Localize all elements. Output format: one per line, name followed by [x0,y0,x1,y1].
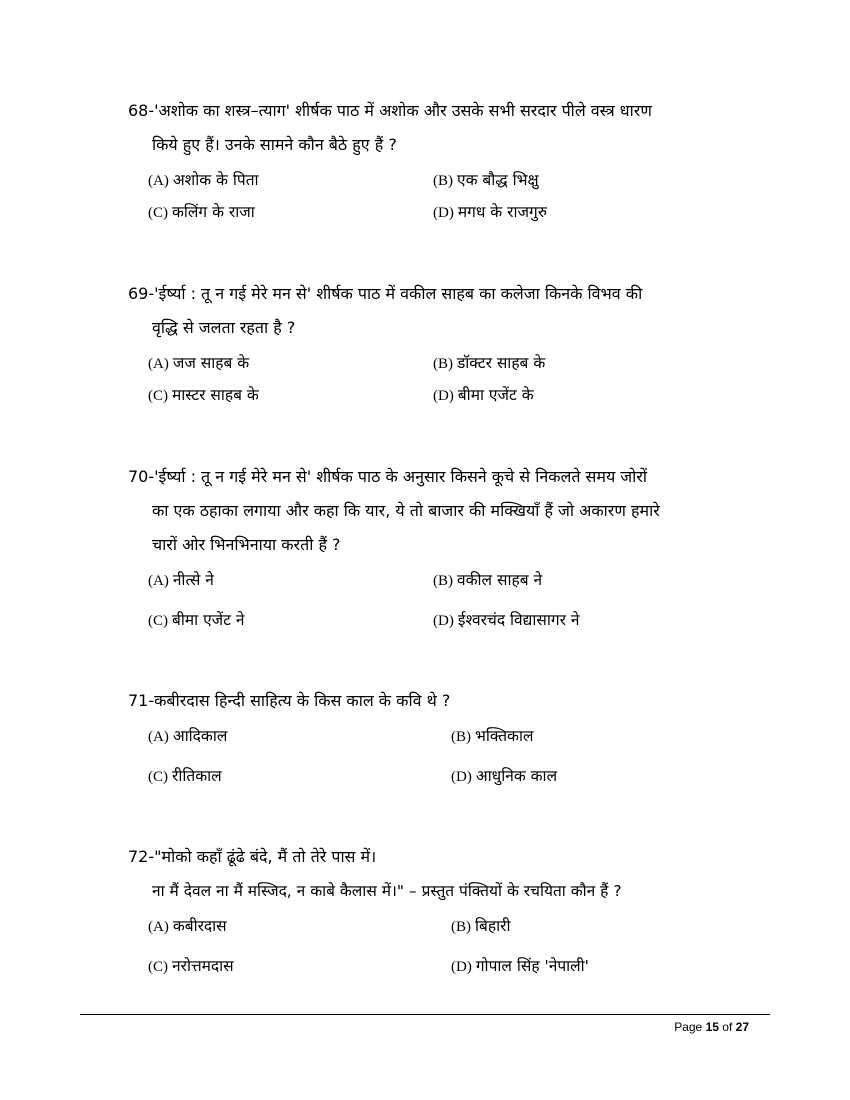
option-c: (C) कलिंग के राजा [148,203,255,221]
options [128,568,753,648]
option-c: (C) बीमा एजेंट ने [148,611,245,629]
option-d: (D) ईश्वरचंद विद्यासागर ने [433,611,580,629]
option-a: (A) आदिकाल [148,727,228,745]
option-d: (D) मगध के राजगुरु [433,203,547,221]
question-70 [128,460,753,648]
option-a: (A) जज साहब के [148,354,250,372]
option-b: (B) डॉक्टर साहब के [433,354,546,372]
question-text: ना मैं देवल ना मैं मस्जिद, न काबे कैलास में।" – प्रस्तुत पंक्तियों के रचयिता कौन हैं ? [152,882,622,900]
question-number: 69- [128,284,155,303]
option-a: (A) अशोक के पिता [148,171,259,189]
question-text: 'ईर्ष्या : तू न गई मेरे मन से' शीर्षक पाठ के अनुसार किसने कूचे से निकलते समय जोरों [154,467,648,486]
option-a: (A) कबीरदास [148,917,227,935]
option-d: (D) आधुनिक काल [451,767,558,785]
option-b: (B) वकील साहब ने [433,571,543,589]
option-b: (B) एक बौद्ध भिक्षु [433,171,539,189]
question-68 [128,94,753,240]
question-number: 68- [128,101,155,120]
question-69 [128,277,753,423]
question-number: 71- [128,691,155,710]
option-c: (C) मास्टर साहब के [148,386,259,404]
options [128,724,753,804]
option-c: (C) नरोत्तमदास [148,957,234,975]
question-text: 'अशोक का शस्त्र–त्याग' शीर्षक पाठ में अशोक और उसके सभी सरदार पीले वस्त्र धारण [154,101,652,120]
question-72 [128,840,768,994]
options [128,914,768,994]
question-number: 72- [128,847,155,866]
question-71 [128,684,753,804]
question-text: चारों ओर भिनभिनाया करती हैं ? [152,535,341,554]
footer-divider [80,1014,770,1015]
options [128,351,753,423]
question-text: "मोको कहाँ ढूंढे बंदे, मैं तो तेरे पास में। [154,847,377,866]
option-b: (B) भक्तिकाल [451,727,534,745]
question-text: कबीरदास हिन्दी साहित्य के किस काल के कवि थे ? [154,691,451,710]
question-text: वृद्धि से जलता रहता है ? [152,318,296,337]
option-a: (A) नीत्से ने [148,571,214,589]
page-number: Page 15 of 27 [674,1020,749,1034]
options [128,168,753,240]
question-text: किये हुए हैं। उनके सामने कौन बैठे हुए हैं ? [152,135,397,154]
question-text: का एक ठहाका लगाया और कहा कि यार, ये तो बाजार की मक्खियाँ हैं जो अकारण हमारे [152,501,660,520]
option-c: (C) रीतिकाल [148,767,222,785]
option-d: (D) बीमा एजेंट के [433,386,534,404]
option-b: (B) बिहारी [451,917,511,935]
question-text: 'ईर्ष्या : तू न गई मेरे मन से' शीर्षक पाठ में वकील साहब का कलेजा किनके विभव की [154,284,643,303]
question-number: 70- [128,467,155,486]
option-d: (D) गोपाल सिंह 'नेपाली' [451,957,589,975]
